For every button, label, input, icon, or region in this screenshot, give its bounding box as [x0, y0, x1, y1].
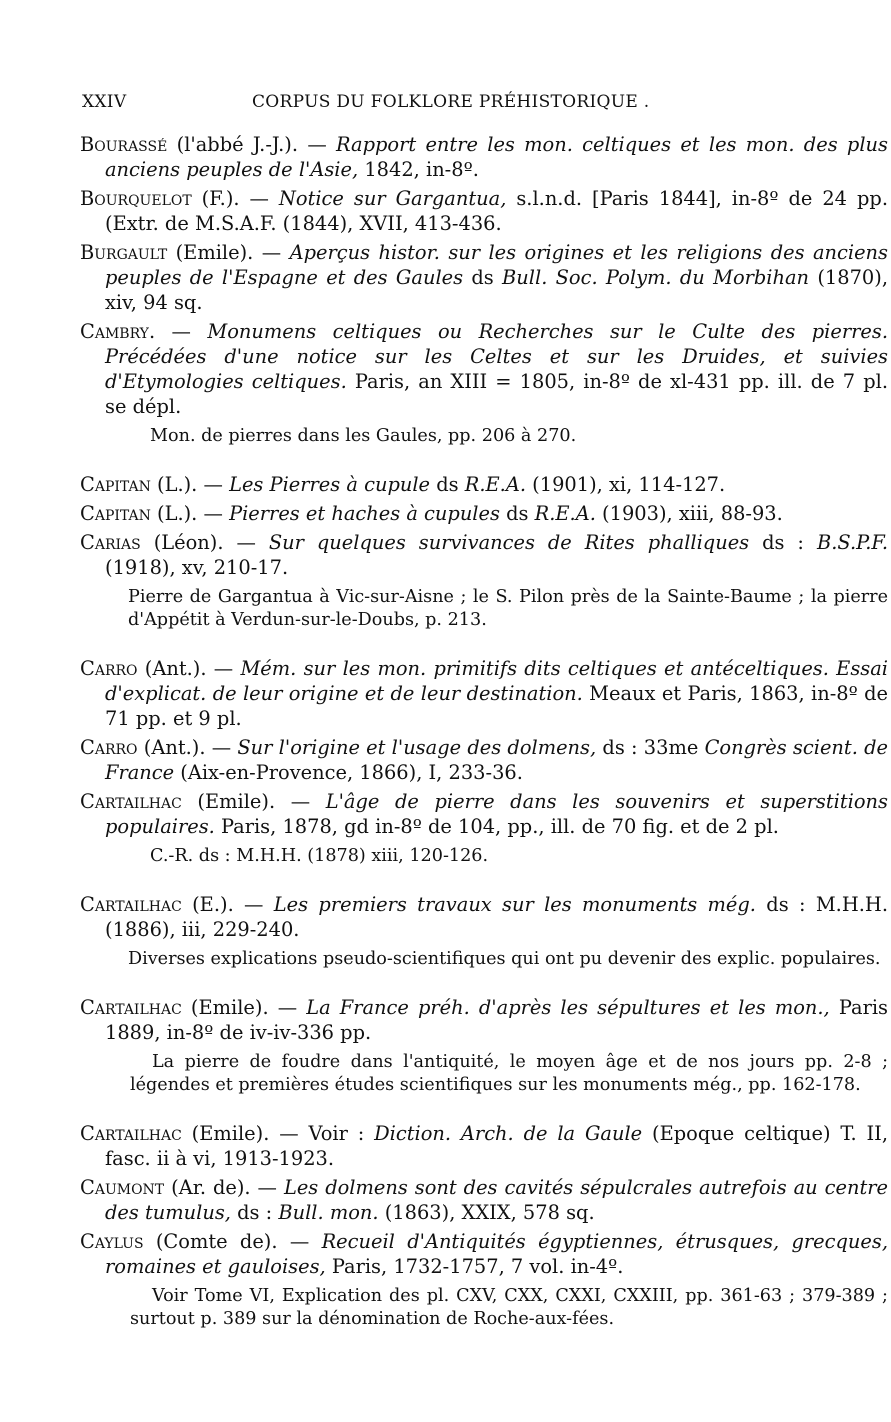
entry-note: Pierre de Gargantua à Vic-sur-Aisne ; le S. Pilon près de la Sainte-Baume ; la pierre d'Appétit à Verdun-sur-le-Doubs, p. 213.	[128, 587, 888, 630]
entry-title: Bull. Soc. Polym. du Morbihan	[502, 266, 810, 289]
entry-text: (1918), xv, 210-17.	[105, 556, 289, 579]
running-title: CORPUS DU FOLKLORE PRÉHISTORIQUE .	[252, 92, 650, 112]
entry-text: ds : 33me	[596, 736, 705, 759]
bibliography-entry	[80, 472, 888, 497]
entry-text: ds	[430, 473, 465, 496]
entry-text: ds	[499, 502, 535, 525]
bibliography-entry	[80, 132, 888, 182]
entry-title: Bull. mon.	[278, 1201, 379, 1224]
entry-author: Carro	[80, 736, 138, 759]
entry-text: (1870), xiv, 94 sq.	[105, 266, 888, 314]
entry-title: Sur l'origine et l'usage des dolmens,	[237, 736, 597, 759]
entry-author: Cartailhac	[80, 996, 182, 1019]
entry-text: (1901), xi, 114-127.	[526, 473, 726, 496]
entry-text: (Ant.). —	[137, 736, 238, 759]
entry-text: (Aix-en-Provence, 1866), I, 233-36.	[174, 761, 523, 784]
entry-text: (F.). —	[191, 187, 279, 210]
entry-title: Notice sur Gargantua,	[278, 187, 507, 210]
bibliography-list	[80, 132, 888, 1355]
entry-title: La France préh. d'après les sépultures et les mon.,	[306, 996, 830, 1019]
entry-title: Monumens celtiques ou Recherches sur le Culte des pierres. Précédées d'une notice sur les Celtes et sur les Druides, et suivies d'Etymologies celtiques.	[105, 320, 888, 393]
entry-author: Carro	[80, 657, 138, 680]
entry-text: Paris 1889, in-8º de iv-iv-336 pp.	[105, 996, 888, 1044]
bibliography-entry	[80, 1121, 888, 1171]
entry-title: Pierres et haches à cupules	[229, 502, 500, 525]
entry-author: Cambry	[80, 320, 149, 343]
entry-author: Carias	[80, 531, 141, 554]
entry-text: (Emile). —	[181, 790, 326, 813]
bibliography-entry	[80, 186, 888, 236]
bibliography-entry	[80, 892, 888, 942]
entry-text: Meaux et Paris, 1863, in-8º de 71 pp. et 9 pl.	[105, 682, 888, 730]
entry-text: ds : M.H.H. (1886), iii, 229-240.	[105, 893, 888, 941]
entry-note: Mon. de pierres dans les Gaules, pp. 206 à 270.	[150, 426, 577, 446]
entry-author: Caumont	[80, 1176, 165, 1199]
bibliography-entry	[80, 735, 888, 785]
entry-author: Cartailhac	[80, 1122, 182, 1145]
entry-author: Capitan	[80, 473, 151, 496]
entry-text: Paris, an XIII = 1805, in-8º de xl-431 pp. ill. de 7 pl. se dépl.	[105, 370, 888, 418]
entry-text: 1842, in-8º.	[358, 158, 479, 181]
entry-title: Mém. sur les mon. primitifs dits celtiques et antéceltiques. Essai d'explicat. de leur origine et de leur destination.	[105, 657, 889, 705]
bibliography-entry	[80, 995, 888, 1045]
entry-text: (Ant.). —	[137, 657, 241, 680]
bibliography-entry	[80, 240, 888, 315]
entry-author: Cartailhac	[80, 790, 182, 813]
entry-text: (Comte de). —	[143, 1230, 322, 1253]
entry-title: R.E.A.	[534, 502, 596, 525]
entry-title: Aperçus histor. sur les origines et les religions des anciens peuples de l'Espagne et des Gaules	[105, 241, 888, 289]
entry-text: Paris, 1732-1757, 7 vol. in-4º.	[325, 1255, 624, 1278]
entry-author: Capitan	[80, 502, 151, 525]
entry-author: Bourassé	[80, 133, 168, 156]
entry-text: (Emile). — Voir :	[181, 1122, 375, 1145]
entry-text: (1863), XXIX, 578 sq.	[378, 1201, 595, 1224]
entry-text: (L.). —	[150, 502, 230, 525]
entry-title: Diction. Arch. de la Gaule	[374, 1122, 643, 1145]
entry-title: L'âge de pierre dans les souvenirs et superstitions populaires.	[105, 790, 888, 838]
entry-title: Rapport entre les mon. celtiques et les mon. des plus anciens peuples de l'Asie,	[105, 133, 888, 181]
bibliography-entry	[80, 789, 888, 839]
entry-author: Burgault	[80, 241, 168, 264]
entry-title: Sur quelques survivances de Rites phalliques	[268, 531, 750, 554]
entry-text: (Emile). —	[181, 996, 307, 1019]
bibliography-entry	[80, 319, 888, 419]
bibliography-entry	[80, 656, 888, 731]
entry-title: Recueil d'Antiquités égyptiennes, étrusques, grecques, romaines et gauloises,	[105, 1230, 888, 1278]
entry-text: ds :	[230, 1201, 279, 1224]
entry-text: (1903), xiii, 88-93.	[595, 502, 783, 525]
bibliography-entry	[80, 501, 888, 526]
entry-title: Les dolmens sont des cavités sépulcrales autrefois au centre des tumulus,	[105, 1176, 888, 1224]
entry-title: R.E.A.	[464, 473, 526, 496]
bibliography-entry	[80, 1175, 888, 1225]
entry-text: (Emile). —	[167, 241, 290, 264]
entry-text: (l'abbé J.-J.). —	[167, 133, 336, 156]
entry-text: (Epoque celtique) T. II, fasc. ii à vi, 1913-1923.	[105, 1122, 889, 1170]
entry-author: Bourquelot	[80, 187, 192, 210]
entry-author: Caylus	[80, 1230, 144, 1253]
entry-note: C.-R. ds : M.H.H. (1878) xiii, 120-126.	[150, 846, 489, 866]
entry-title: Les premiers travaux sur les monuments még.	[273, 893, 756, 916]
entry-note: La pierre de foudre dans l'antiquité, le moyen âge et de nos jours pp. 2-8 ; légendes et premières études scientifiques sur les monuments még., pp. 162-178.	[130, 1052, 888, 1095]
entry-text: (Ar. de). —	[164, 1176, 284, 1199]
entry-text: (E.). —	[181, 893, 274, 916]
entry-note: Voir Tome VI, Explication des pl. CXV, CXX, CXXI, CXXIII, pp. 361-63 ; 379-389 ; surtout p. 389 sur la dénomination de Roche-aux-fées.	[130, 1286, 888, 1329]
entry-title: B.S.P.F.	[816, 531, 888, 554]
entry-text: s.l.n.d. [Paris 1844], in-8º de 24 pp. (Extr. de M.S.A.F. (1844), XVII, 413-436.	[105, 187, 888, 235]
entry-author: Cartailhac	[80, 893, 182, 916]
bibliography-entry	[80, 1229, 888, 1279]
bibliography-entry	[80, 530, 888, 580]
entry-title: Les Pierres à cupule	[229, 473, 431, 496]
entry-text: . —	[148, 320, 208, 343]
entry-note: Diverses explications pseudo-scientifiques qui ont pu devenir des explic. populaires.	[128, 949, 881, 969]
entry-text: ds	[463, 266, 503, 289]
entry-title: Congrès scient. de France	[105, 736, 888, 784]
entry-text: (Léon). —	[140, 531, 269, 554]
page-number: XXIV	[82, 92, 127, 112]
entry-text: (L.). —	[150, 473, 230, 496]
entry-text: Paris, 1878, gd in-8º de 104, pp., ill. de 70 fig. et de 2 pl.	[214, 815, 779, 838]
entry-text: ds :	[749, 531, 817, 554]
